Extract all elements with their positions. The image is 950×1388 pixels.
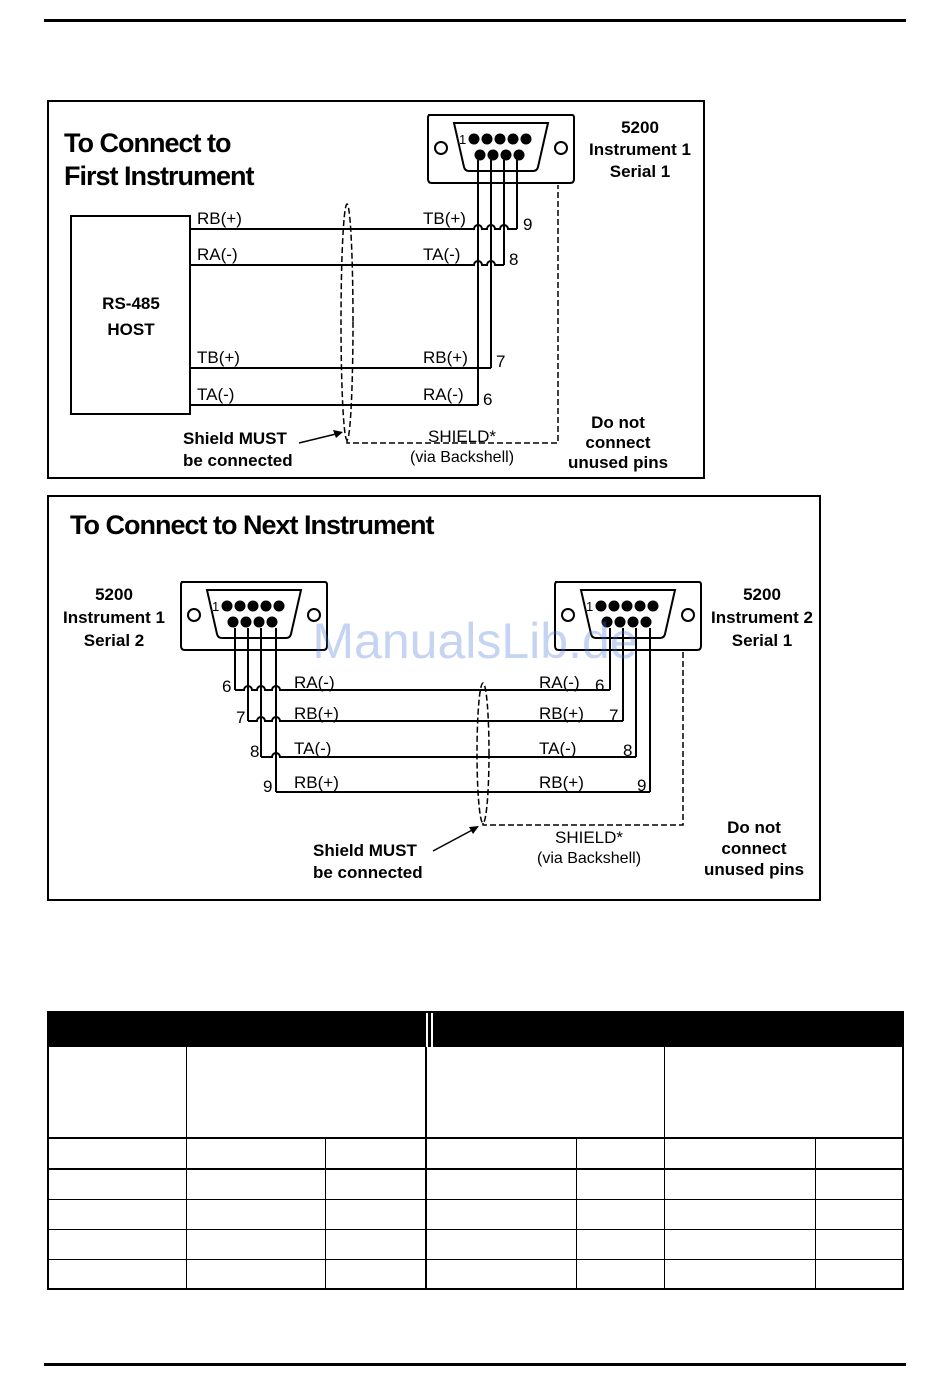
- top-unused-line3: unused pins: [567, 453, 669, 472]
- top-shield-note-line1: Shield MUST: [183, 429, 287, 448]
- top-instrument-line1: 5200: [621, 118, 659, 137]
- bottom-unused-line3: unused pins: [703, 860, 805, 879]
- bottom-shield-note-line2: be connected: [313, 863, 423, 882]
- right-connector-pin1: 1: [586, 599, 594, 614]
- bottom-rule: [44, 1363, 906, 1366]
- top-pin-9: 9: [523, 215, 533, 234]
- bottom-shield-note-line1: Shield MUST: [313, 841, 417, 860]
- top-title-line2: First Instrument: [64, 161, 254, 191]
- rs485-host-box: [71, 216, 190, 414]
- left-pin-6: 6: [222, 677, 232, 696]
- instr-signal-ta: TA(-): [423, 245, 461, 264]
- top-instrument-line2: Instrument 1: [588, 140, 692, 159]
- right-pin-7: 7: [609, 706, 619, 725]
- top-panel: [48, 101, 704, 478]
- host-label-line1: RS-485: [102, 294, 160, 313]
- top-pin-8: 8: [509, 250, 519, 269]
- left-connector-pin1: 1: [212, 599, 220, 614]
- right-signal-ra: RA(-): [539, 673, 580, 692]
- left-instrument-line3: Serial 2: [83, 631, 145, 650]
- top-pin-7: 7: [496, 352, 506, 371]
- top-connector-pin1: 1: [459, 132, 467, 147]
- instr-signal-tb: TB(+): [423, 209, 466, 228]
- top-shield-note-line2: be connected: [183, 451, 293, 470]
- left-signal-ra: RA(-): [294, 673, 335, 692]
- right-instrument-line3: Serial 1: [731, 631, 793, 650]
- host-label-line2: HOST: [107, 320, 155, 339]
- top-instrument-line3: Serial 1: [609, 162, 671, 181]
- watermark: ManualsLib.de: [312, 613, 638, 669]
- right-pin-6: 6: [595, 676, 605, 695]
- right-pin-8: 8: [623, 741, 633, 760]
- left-pin-9: 9: [263, 777, 273, 796]
- host-signal-ra: RA(-): [197, 245, 238, 264]
- left-signal-ta: TA(-): [294, 739, 332, 758]
- bottom-unused-line2: connect: [721, 839, 787, 858]
- instr-signal-ra: RA(-): [423, 385, 464, 404]
- top-pin-6: 6: [483, 390, 493, 409]
- top-connector: [428, 115, 574, 183]
- right-signal-ta: TA(-): [539, 739, 577, 758]
- top-title-line1: To Connect to: [64, 128, 231, 158]
- bottom-title: To Connect to Next Instrument: [70, 510, 434, 540]
- left-connector: [181, 582, 327, 650]
- bottom-backshell-label: (via Backshell): [536, 850, 642, 867]
- top-unused-line2: connect: [585, 433, 651, 452]
- table-header-right: [433, 1013, 904, 1047]
- top-shield-label: SHIELD*: [427, 427, 497, 446]
- right-signal-rb2: RB(+): [539, 773, 584, 792]
- host-signal-tb: TB(+): [197, 348, 240, 367]
- left-instrument-line1: 5200: [95, 585, 133, 604]
- left-instrument-line2: Instrument 1: [62, 608, 166, 627]
- bottom-shield-label: SHIELD*: [554, 828, 624, 847]
- table-header-left: [49, 1013, 426, 1047]
- left-pin-8: 8: [250, 742, 260, 761]
- host-signal-ta: TA(-): [197, 385, 235, 404]
- right-instrument-line2: Instrument 2: [710, 608, 814, 627]
- right-pin-9: 9: [637, 776, 647, 795]
- host-signal-rb: RB(+): [197, 209, 242, 228]
- bottom-panel: [48, 496, 820, 900]
- right-signal-rb: RB(+): [539, 704, 584, 723]
- blank-table: [47, 1011, 904, 1290]
- left-pin-7: 7: [236, 708, 246, 727]
- top-backshell-label: (via Backshell): [409, 449, 515, 466]
- left-signal-rb2: RB(+): [294, 773, 339, 792]
- bottom-unused-line1: Do not: [727, 818, 781, 837]
- top-unused-line1: Do not: [591, 413, 645, 432]
- instr-signal-rb: RB(+): [423, 348, 468, 367]
- left-signal-rb: RB(+): [294, 704, 339, 723]
- right-instrument-line1: 5200: [743, 585, 781, 604]
